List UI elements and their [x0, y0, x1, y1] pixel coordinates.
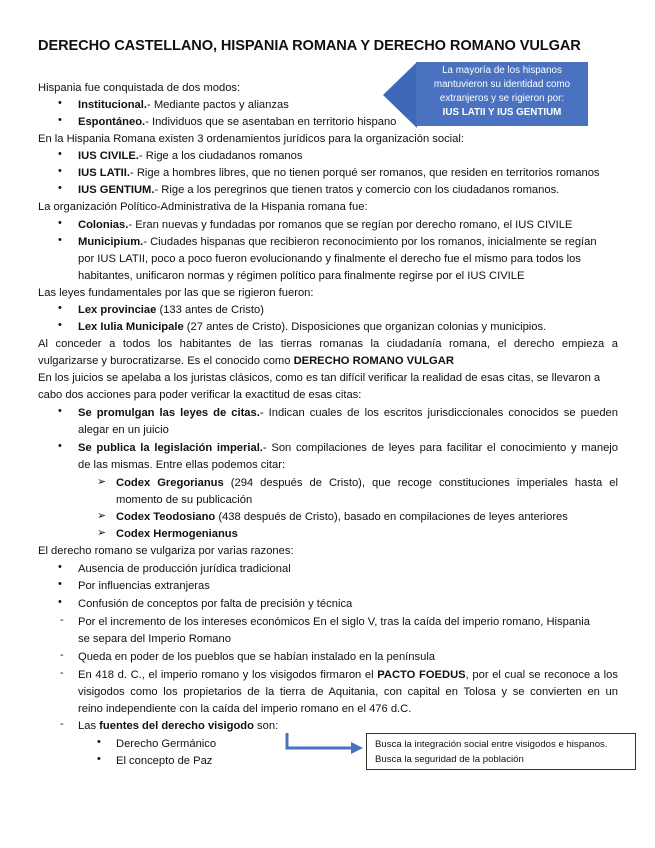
- callout-line: La mayoría de los hispanos: [442, 65, 562, 76]
- list-item: Lex Iulia Municipale (27 antes de Cristo). Disposiciones que organizan colonias y municipios.: [78, 321, 547, 333]
- bullet-icon: [58, 234, 62, 246]
- bullet-icon: [58, 165, 62, 177]
- list-item-cont: por IUS LATII, poco a poco fueron evolucionando y finalmente el derecho fue el mismo para todos los: [78, 253, 581, 265]
- bullet-icon: [58, 405, 62, 417]
- list-item: Codex Teodosiano (438 después de Cristo), basado en compilaciones de leyes anteriores: [116, 511, 568, 523]
- list-item: Institucional.- Mediante pactos y alianzas: [78, 99, 289, 111]
- list-item: Por el incremento de los intereses económicos En el siglo V, tras la caída del imperio romano, Hispania: [78, 616, 590, 628]
- page-title: DERECHO CASTELLANO, HISPANIA ROMANA Y DERECHO ROMANO VULGAR: [38, 38, 581, 54]
- arrow-bullet-icon: [97, 475, 106, 488]
- list-item: IUS GENTIUM.- Rige a los peregrinos que tienen tratos y comercio con los ciudadanos romanos.: [78, 184, 560, 196]
- list-item: Se publica la legislación imperial.- Son compilaciones de leyes para facilitar el conocimiento y manejo: [78, 442, 618, 454]
- list-item: Espontáneo.- Individuos que se asentaban en territorio hispano: [78, 116, 397, 128]
- bent-arrow-icon: [285, 733, 365, 757]
- paragraph: En la Hispania Romana existen 3 ordenamientos jurídicos para la organización social:: [38, 133, 464, 145]
- bullet-icon: [97, 753, 101, 765]
- list-item: Codex Hermogenianus: [116, 528, 238, 540]
- bullet-icon: [58, 578, 62, 590]
- paragraph: En los juicios se apelaba a los juristas clásicos, como es tan difícil verificar la realidad de esas citas, se llevaron a: [38, 372, 601, 384]
- paragraph: vulgarizarse y burocratizarse. Es el conocido como DERECHO ROMANO VULGAR: [38, 355, 454, 367]
- dash-bullet-icon: [60, 667, 64, 679]
- list-item: IUS CIVILE.- Rige a los ciudadanos romanos: [78, 150, 303, 162]
- list-item-cont: visigodos como los propietarios de la tierra de Aquitania, con capital en Tolosa y se convierten en un: [78, 686, 618, 698]
- note-line: Busca la integración social entre visigodos e hispanos.: [375, 739, 608, 750]
- note-line: Busca la seguridad de la población: [375, 754, 524, 765]
- list-item-cont: habitantes, unificaron normas y régimen político para finalmente regirse por el IUS CIVILE: [78, 270, 525, 282]
- bullet-icon: [97, 736, 101, 748]
- arrow-bullet-icon: [97, 509, 106, 522]
- list-item: En 418 d. C., el imperio romano y los visigodos firmaron el PACTO FOEDUS, por el cual se reconoce a los: [78, 669, 618, 681]
- bullet-icon: [58, 182, 62, 194]
- list-item: Lex provinciae (133 antes de Cristo): [78, 304, 264, 316]
- list-item: Queda en poder de los pueblos que se habían instalado en la península: [78, 651, 436, 663]
- callout-line: IUS LATII Y IUS GENTIUM: [442, 107, 562, 118]
- list-item: Se promulgan las leyes de citas.- Indican cuales de los escritos jurisdiccionales conocidos se pueden: [78, 407, 618, 419]
- list-item-cont: alegar en un juicio: [78, 424, 169, 436]
- list-item: Municipium.- Ciudades hispanas que recibieron reconocimiento por los romanos, inicialmente se regían: [78, 236, 597, 248]
- list-item: Codex Gregorianus (294 después de Cristo), que recoge constituciones imperiales hasta el: [116, 477, 618, 489]
- list-item: Las fuentes del derecho visigodo son:: [78, 720, 279, 732]
- paragraph: Las leyes fundamentales por las que se rigieron fueron:: [38, 287, 314, 299]
- list-item: IUS LATII.- Rige a hombres libres, que no tienen porqué ser romanos, que residen en territorios romanos: [78, 167, 600, 179]
- list-item-cont: de las mismas. Entre ellas podemos citar:: [78, 459, 286, 471]
- bullet-icon: [58, 217, 62, 229]
- list-item: Ausencia de producción jurídica tradicional: [78, 563, 291, 575]
- list-item-cont: reino independiente con la caída del imperio romano en el 476 d.C.: [78, 703, 412, 715]
- list-item: Colonias.- Eran nuevas y fundadas por romanos que se regían por derecho romano, el IUS CIVILE: [78, 219, 573, 231]
- paragraph: cabo dos acciones para poder verificar la exactitud de esas citas:: [38, 389, 362, 401]
- bullet-icon: [58, 148, 62, 160]
- paragraph: Al conceder a todos los habitantes de las tierras romanas la ciudadanía romana, el derecho empieza a: [38, 338, 618, 350]
- arrow-bullet-icon: [97, 526, 106, 539]
- paragraph: El derecho romano se vulgariza por varias razones:: [38, 545, 294, 557]
- dash-bullet-icon: [60, 614, 64, 626]
- list-item: Por influencias extranjeras: [78, 580, 210, 592]
- bullet-icon: [58, 319, 62, 331]
- list-item: Confusión de conceptos por falta de precisión y técnica: [78, 598, 353, 610]
- bullet-icon: [58, 97, 62, 109]
- bullet-icon: [58, 302, 62, 314]
- bullet-icon: [58, 596, 62, 608]
- list-item-cont: se separa del Imperio Romano: [78, 633, 231, 645]
- dash-bullet-icon: [60, 649, 64, 661]
- dash-bullet-icon: [60, 718, 64, 730]
- bullet-icon: [58, 561, 62, 573]
- list-item: El concepto de Paz: [116, 755, 213, 767]
- callout-line: extranjeros y se rigieron por:: [439, 93, 565, 104]
- list-item: Derecho Germánico: [116, 738, 217, 750]
- paragraph: Hispania fue conquistada de dos modos:: [38, 82, 241, 94]
- paragraph: La organización Político-Administrativa de la Hispania romana fue:: [38, 201, 368, 213]
- note-box: [366, 733, 636, 770]
- list-item-cont: momento de su publicación: [116, 494, 253, 506]
- bullet-icon: [58, 114, 62, 126]
- callout-line: mantuvieron su identidad como: [433, 79, 571, 90]
- bullet-icon: [58, 440, 62, 452]
